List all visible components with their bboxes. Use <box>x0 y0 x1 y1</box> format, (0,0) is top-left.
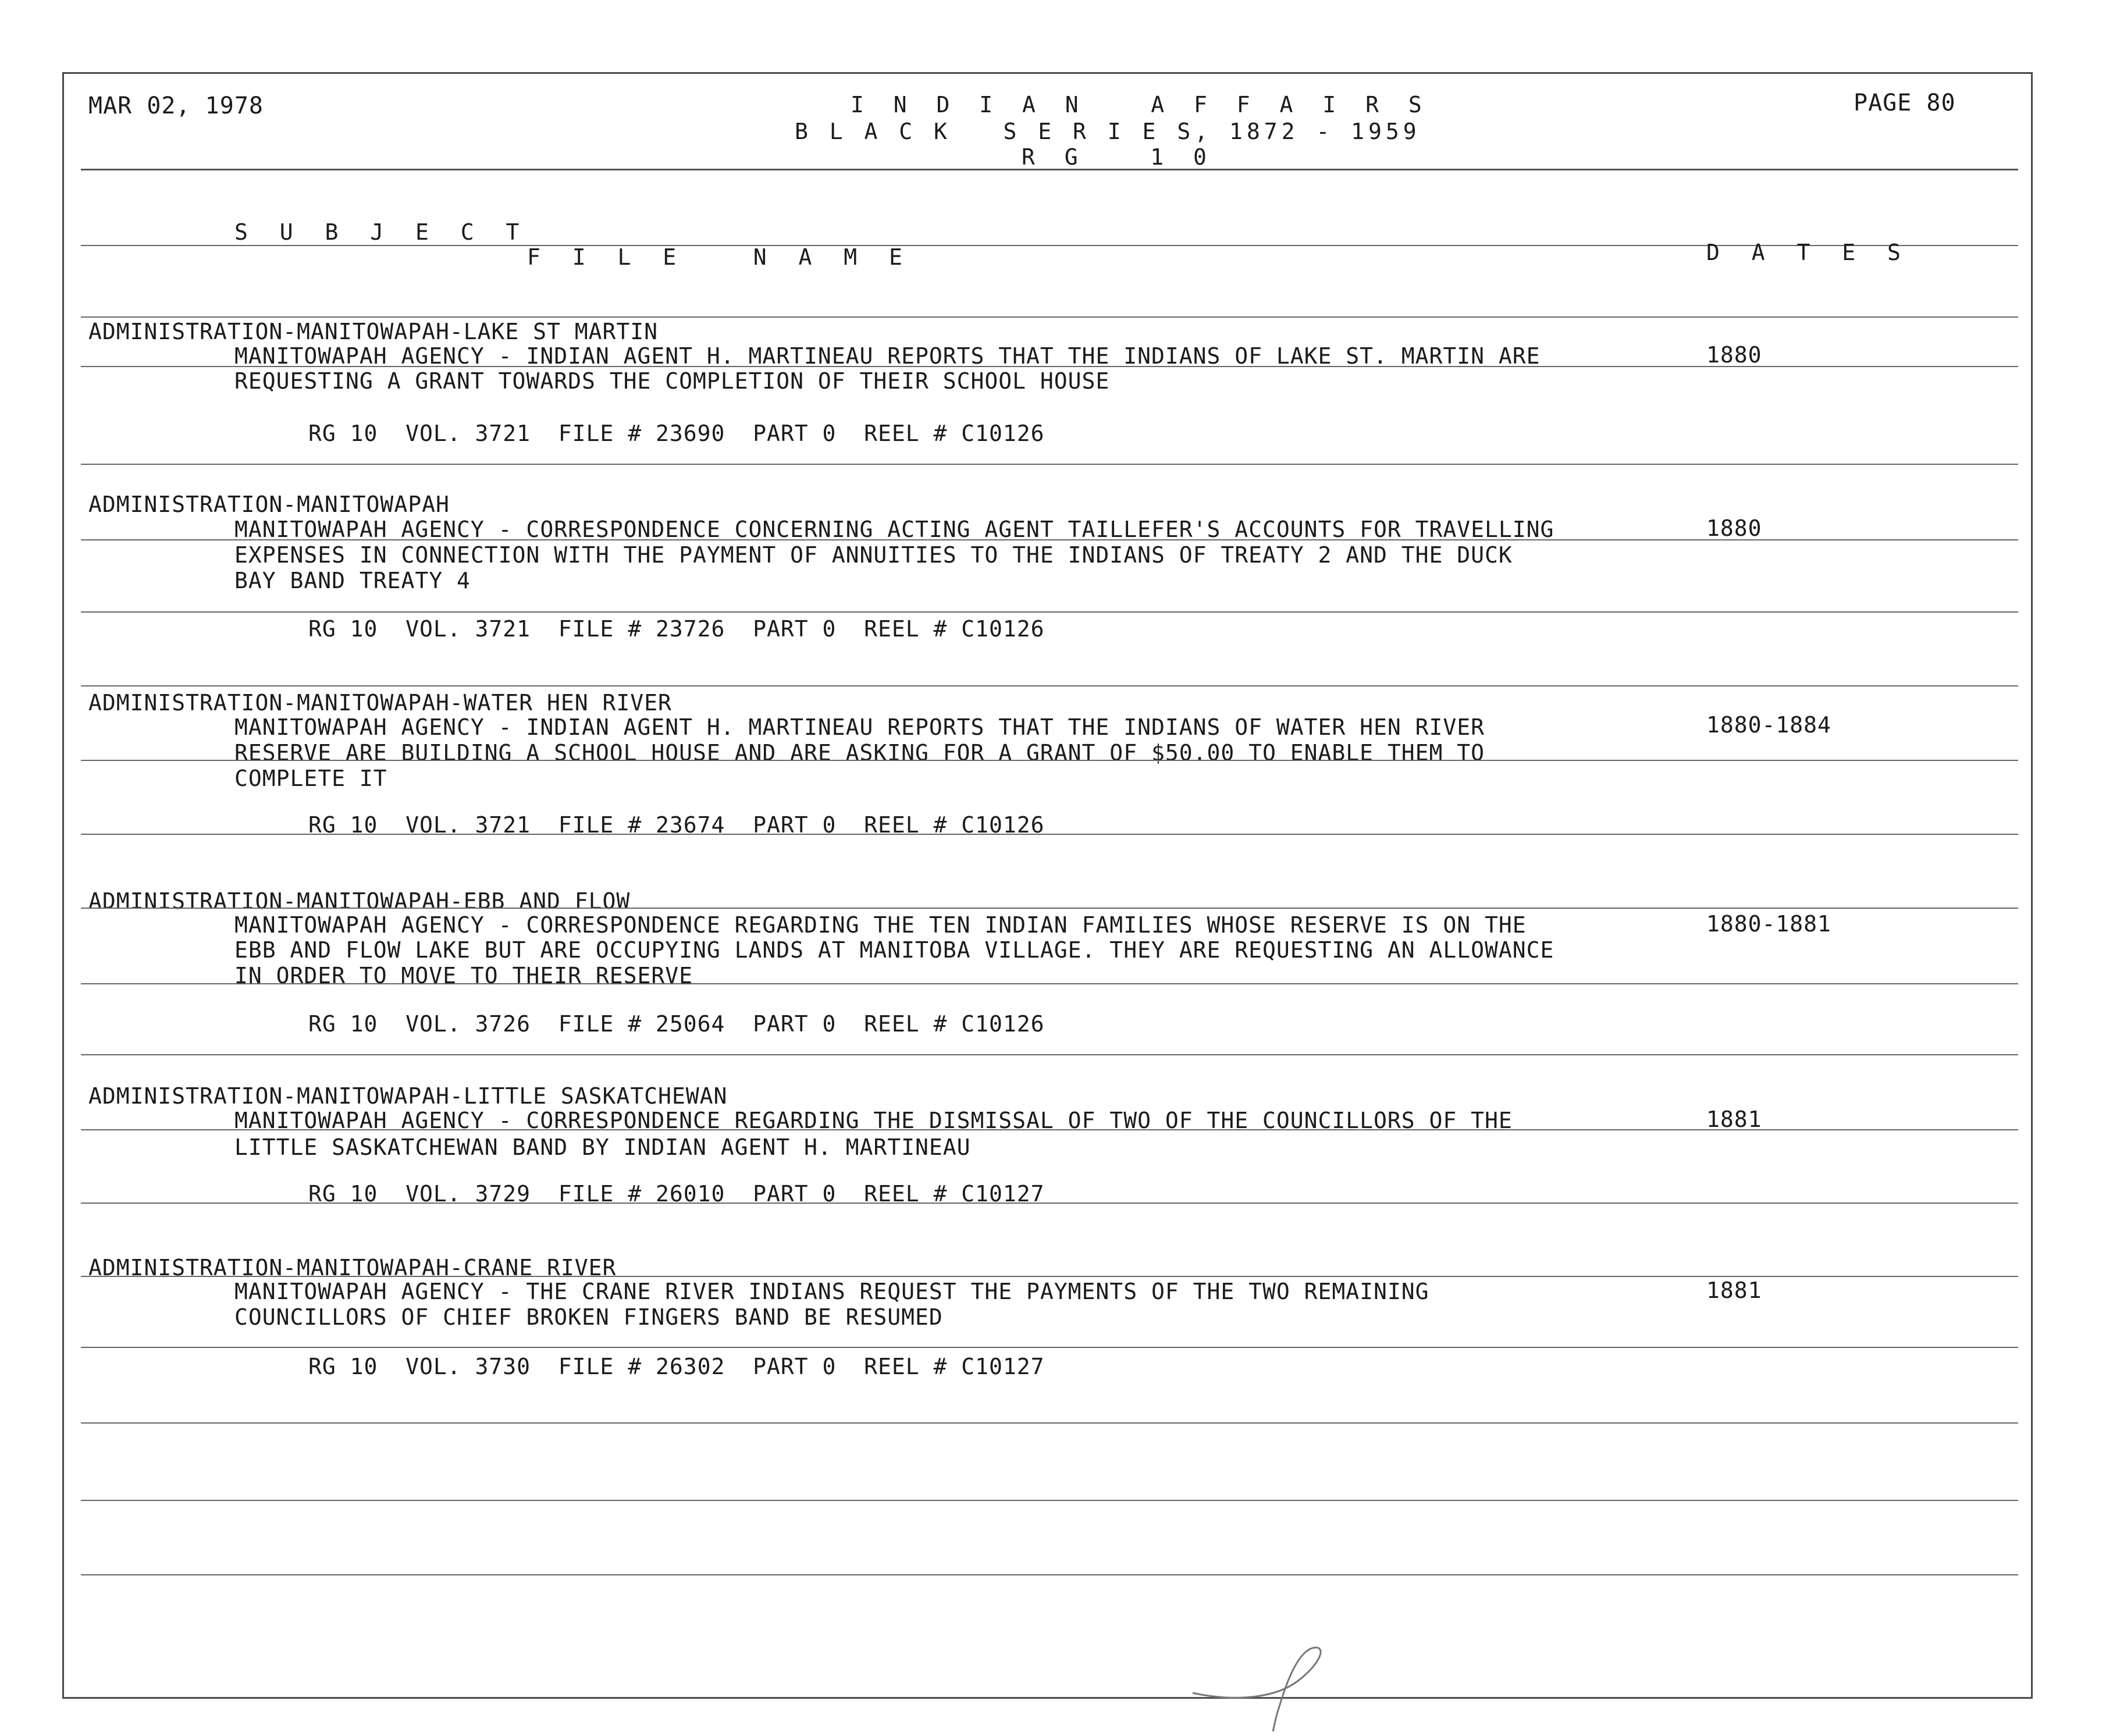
entry-dates: 1881 <box>1706 1107 1762 1132</box>
entry-rule <box>81 1203 2018 1204</box>
entry-description-line: BAY BAND TREATY 4 <box>234 568 471 593</box>
file-name-column-caption: F I L E N A M E <box>527 244 912 270</box>
entry-rule <box>81 464 2018 465</box>
entry-description-line: MANITOWAPAH AGENCY - THE CRANE RIVER INDIANS REQUEST THE PAYMENTS OF THE TWO REMAINING <box>234 1279 1429 1304</box>
entry-subject: ADMINISTRATION-MANITOWAPAH-LITTLE SASKATCHEWAN <box>88 1083 728 1109</box>
entry-description-line: REQUESTING A GRANT TOWARDS THE COMPLETION OF THEIR SCHOOL HOUSE <box>234 368 1110 394</box>
dates-column-caption: D A T E S <box>1706 240 1910 265</box>
entry-file-reference: RG 10 VOL. 3721 FILE # 23726 PART 0 REEL # C10126 <box>308 616 1045 642</box>
entry-description-line: MANITOWAPAH AGENCY - CORRESPONDENCE CONCERNING ACTING AGENT TAILLEFER'S ACCOUNTS FOR TRAVELLING <box>234 517 1554 542</box>
entry-file-reference: RG 10 VOL. 3721 FILE # 23674 PART 0 REEL # C10126 <box>308 812 1045 838</box>
entry-subject: ADMINISTRATION-MANITOWAPAH-WATER HEN RIVER <box>88 690 672 716</box>
entry-description-line: RESERVE ARE BUILDING A SCHOOL HOUSE AND ARE ASKING FOR A GRANT OF $50.00 TO ENABLE THEM TO <box>234 740 1485 766</box>
entry-dates: 1880 <box>1706 515 1762 541</box>
report-series: B L A C K S E R I E S, 1872 - 1959 <box>795 119 1421 144</box>
entry-subject: ADMINISTRATION-MANITOWAPAH-CRANE RIVER <box>88 1255 617 1280</box>
entry-description-line: MANITOWAPAH AGENCY - INDIAN AGENT H. MARTINEAU REPORTS THAT THE INDIANS OF LAKE ST. MARTIN ARE <box>234 343 1541 369</box>
report-record-group: R G 1 0 <box>1022 144 1215 170</box>
print-date: MAR 02, 1978 <box>88 93 264 119</box>
entry-description-line: MANITOWAPAH AGENCY - CORRESPONDENCE REGARDING THE DISMISSAL OF TWO OF THE COUNCILLORS OF THE <box>234 1108 1513 1133</box>
entry-rule <box>81 685 2018 686</box>
blank-rule <box>81 1574 2018 1575</box>
header-rule <box>81 169 2018 170</box>
entry-rule <box>81 366 2018 367</box>
entry-description-line: LITTLE SASKATCHEWAN BAND BY INDIAN AGENT H. MARTINEAU <box>234 1134 971 1160</box>
entry-file-reference: RG 10 VOL. 3726 FILE # 25064 PART 0 REEL # C10126 <box>308 1011 1045 1037</box>
entry-description-line: EBB AND FLOW LAKE BUT ARE OCCUPYING LANDS AT MANITOBA VILLAGE. THEY ARE REQUESTING AN ALLOWANCE <box>234 937 1554 963</box>
entry-rule <box>81 611 2018 613</box>
entry-rule <box>81 983 2018 984</box>
entry-description-line: COUNCILLORS OF CHIEF BROKEN FINGERS BAND BE RESUMED <box>234 1304 943 1330</box>
entry-rule <box>81 316 2018 318</box>
entry-subject: ADMINISTRATION-MANITOWAPAH-EBB AND FLOW <box>88 888 631 914</box>
entry-rule <box>81 1129 2018 1130</box>
entry-rule <box>81 760 2018 761</box>
blank-rule <box>81 1422 2018 1424</box>
entry-rule <box>81 1347 2018 1348</box>
entry-subject: ADMINISTRATION-MANITOWAPAH <box>88 492 450 517</box>
entry-rule <box>81 834 2018 835</box>
entry-dates: 1880 <box>1706 342 1762 368</box>
entry-dates: 1880-1884 <box>1706 712 1831 738</box>
entry-file-reference: RG 10 VOL. 3730 FILE # 26302 PART 0 REEL # C10127 <box>308 1354 1045 1379</box>
entry-dates: 1880-1881 <box>1706 911 1831 937</box>
page-number: PAGE 80 <box>1854 90 1956 116</box>
subject-column-caption: S U B J E C T <box>234 219 529 245</box>
entry-rule <box>81 1054 2018 1055</box>
entry-file-reference: RG 10 VOL. 3729 FILE # 26010 PART 0 REEL # C10127 <box>308 1181 1045 1207</box>
blank-rule <box>81 1500 2018 1501</box>
entry-description-line: EXPENSES IN CONNECTION WITH THE PAYMENT OF ANNUITIES TO THE INDIANS OF TREATY 2 AND THE DUCK <box>234 542 1513 568</box>
entry-rule <box>81 908 2018 909</box>
entry-description-line: COMPLETE IT <box>234 766 387 791</box>
entry-description-line: MANITOWAPAH AGENCY - INDIAN AGENT H. MARTINEAU REPORTS THAT THE INDIANS OF WATER HEN RIVER <box>234 714 1485 740</box>
report-title: I N D I A N A F F A I R S <box>851 92 1430 118</box>
pen-flourish-mark <box>1187 1641 1361 1734</box>
entry-description-line: MANITOWAPAH AGENCY - CORRESPONDENCE REGARDING THE TEN INDIAN FAMILIES WHOSE RESERVE IS ON THE <box>234 912 1527 938</box>
entry-rule <box>81 539 2018 540</box>
entry-subject: ADMINISTRATION-MANITOWAPAH-LAKE ST MARTIN <box>88 319 658 344</box>
entry-file-reference: RG 10 VOL. 3721 FILE # 23690 PART 0 REEL # C10126 <box>308 421 1045 446</box>
entry-rule <box>81 1276 2018 1277</box>
entry-dates: 1881 <box>1706 1278 1762 1303</box>
entry-description-line: IN ORDER TO MOVE TO THEIR RESERVE <box>234 963 693 988</box>
